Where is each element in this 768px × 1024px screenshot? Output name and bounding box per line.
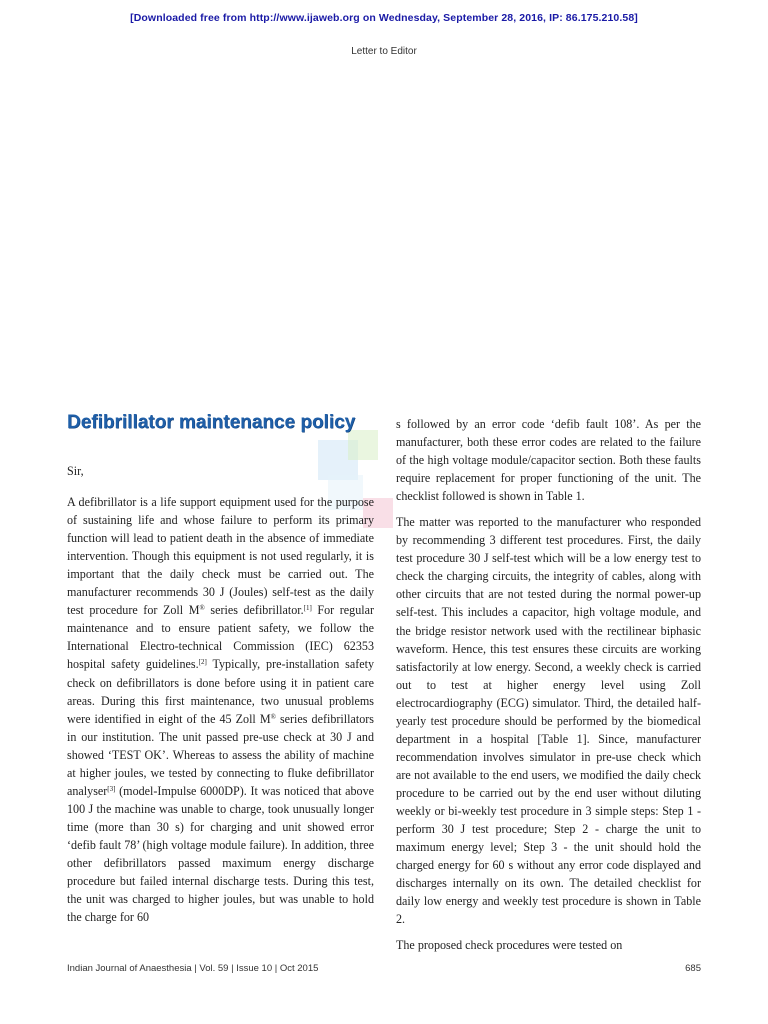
download-banner: [Downloaded free from http://www.ijaweb.org on Wednesday, September 28, 2016, IP: 86.175.210.58] bbox=[130, 12, 638, 24]
page-number: 685 bbox=[685, 963, 701, 974]
paragraph: A defibrillator is a life support equipment used for the purpose of sustaining life and whose failure to perform its primary function will lead to patient death in the absence of immediate intervention. Though this equipment is not used regularly, it is important that the daily check must be carried out. The manufacturer recommends 30 J (Joules) self-test as the daily test procedure for Zoll M® series defibrillator.[1] For regular maintenance and to ensure patient safety, we follow the International Electro-technical Commission (IEC) 62353 hospital safety guidelines.[2] Typically, pre-installation safety check on defibrillators is done before using it in patient care areas. During this first maintenance, two unusual problems were identified in eight of the 45 Zoll M® series defibrillators in our institution. The unit passed pre-use check at 30 J and showed ‘TEST OK’. Whereas to assess the ability of machine at higher joules, we tested by connecting to fluke defibrillator analyser[3] (model-Impulse 6000DP). It was noticed that above 100 J the machine was unable to charge, took unusually longer time (more than 30 s) for charging and unit showed error ‘defib fault 78’ (high voltage module failure). In addition, three other defibrillators passed maximum energy discharge procedure but failed internal discharge tests. During this test, the unit was charged to higher joules, but was unable to hold the charge for 60 bbox=[67, 495, 375, 925]
left-column bbox=[67, 462, 374, 934]
salutation: Sir, bbox=[67, 464, 84, 478]
article-title: Defibrillator maintenance policy bbox=[67, 412, 356, 433]
registered-mark: ® bbox=[199, 604, 205, 613]
paragraph: s followed by an error code ‘defib fault 108’. As per the manufacturer, both these error codes are related to the failure of the high voltage module/capacitor section. Both these faults require replacement for proper functioning of the unit. The checklist followed is shown in Table 1. bbox=[396, 417, 701, 504]
registered-mark: ® bbox=[270, 712, 276, 721]
right-column bbox=[396, 415, 701, 962]
paragraph: The proposed check procedures were tested on bbox=[396, 938, 623, 953]
citation-ref-2[interactable]: [2] bbox=[198, 658, 207, 667]
section-label: Letter to Editor bbox=[351, 46, 417, 57]
journal-citation: Indian Journal of Anaesthesia | Vol. 59 | Issue 10 | Oct 2015 bbox=[67, 963, 319, 974]
citation-ref-3[interactable]: [3] bbox=[107, 784, 116, 793]
citation-ref-1[interactable]: [1] bbox=[303, 604, 312, 613]
paragraph: The matter was reported to the manufacturer who responded by recommending 3 different test procedures. First, the daily test procedure 30 J self-test which will be a low energy test to check the charging circuits, the integrity of cables, along with other circuits that are not tested during the normal power-up self-test. This includes a capacitor, high voltage module, and the bridge resistor network used with the rectilinear biphasic waveform. Hence, this test ensures these circuits are working satisfactorily at low energy. Second, a weekly check is carried out to test at higher energy level using Zoll electrocardiography (ECG) simulator. Third, the detailed half-yearly test procedure should be performed by the biomedical department in a hospital [Table 1]. Since, manufacturer recommendation involves simulator in pre-use check which are not available to the end users, we modified the daily check procedure to be carried out by the end user without diluting weekly or bi-weekly test procedure in 3 simple steps: Step 1 - perform 30 J test procedure; Step 2 - charge the unit to maximum energy level; Step 3 - the unit should hold the charged energy for 60 s without any error code displayed and discharges internally on its own. The detailed checklist for daily low energy and weekly test procedure is shown in Table 2. bbox=[396, 515, 701, 927]
